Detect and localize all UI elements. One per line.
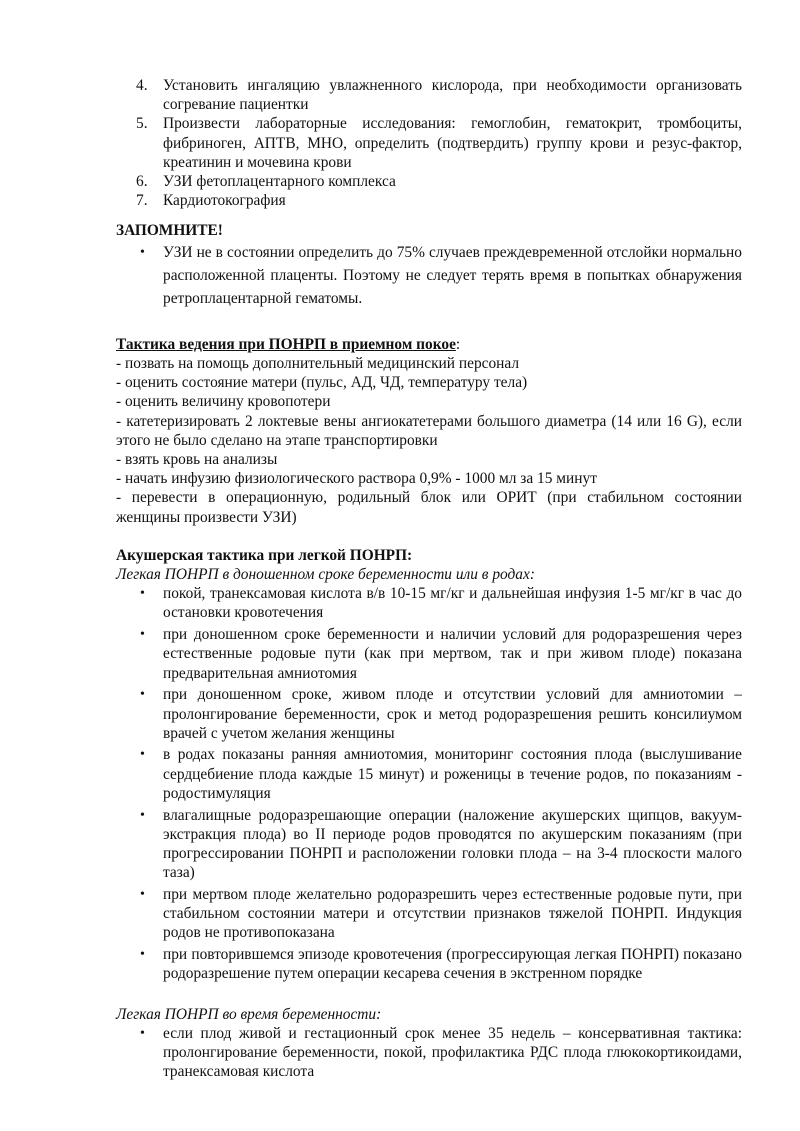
list-item — [116, 241, 742, 311]
list-item-text: УЗИ фетоплацентарного комплекса — [163, 173, 396, 191]
list-item — [116, 625, 742, 683]
list-item-text: УЗИ не в состоянии определить до 75% случаев преждевременной отслойки нормально расположенной плаценты. Поэтому не следует терять время в попытках обнаружения ретроплацентарной гематомы. — [163, 243, 742, 308]
list-item — [116, 584, 742, 622]
list-item: 5. Произвести лабораторные исследования: гемоглобин, гематокрит, тромбоциты, фибриноген, АПТВ, МНО, определить (подтвердить) группу крови и резус-фактор, креатинин и мочевина крови — [136, 115, 742, 171]
numbered-list — [116, 76, 742, 210]
remember-heading: ЗАПОМНИТЕ! — [116, 222, 223, 240]
list-item-text: при доношенном сроке, живом плоде и отсутствии условий для амниотомии – пролонгирование беременности, срок и метод родоразрешения решить консилиумом врачей с учетом желания женщины — [163, 686, 742, 742]
bullet-glyph: • — [140, 1026, 145, 1042]
remember-list — [116, 241, 742, 311]
list-item — [116, 685, 742, 743]
list-item-text: если плод живой и гестационный срок менее 35 недель – консервативная тактика: пролонгирование беременности, покой, профилактика РДС плода глюкокортикоидами, транексамовая кислота — [163, 1025, 742, 1081]
step-line: - взять кровь на анализы — [116, 451, 278, 469]
obstetric-list — [116, 584, 742, 983]
list-item-text: при доношенном сроке беременности и наличии условий для родоразрешения через естественные родовые пути (как при мертвом, так и при живом плоде) показана предварительная амниотомия — [163, 626, 742, 682]
list-item-text: Кардиотокография — [163, 192, 286, 210]
list-item: 7. Кардиотокография — [136, 192, 286, 210]
list-item — [116, 945, 742, 983]
step-line: - оценить состояние матери (пульс, АД, ЧД, температуру тела) — [116, 374, 528, 392]
list-item: 4. Установить ингаляцию увлажненного кислорода, при необходимости организовать согревание пациентки — [136, 77, 742, 114]
list-item-text: при мертвом плоде желательно родоразрешить через естественные родовые пути, при стабильном состоянии матери и отсутствии признаков тяжелой ПОНРП. Индукция родов не противопоказана — [163, 885, 742, 942]
list-item-text: в родах показаны ранняя амниотомия, мониторинг состояния плода (выслушивание сердцебиение плода каждые 15 минут) и роженицы в течение родов, по показаниям - родостимуляция — [163, 746, 742, 802]
obstetric-subheading: Легкая ПОНРП в доношенном сроке беременности или в родах: — [116, 566, 535, 584]
list-item: 6. УЗИ фетоплацентарного комплекса — [136, 173, 396, 191]
list-item — [116, 1024, 742, 1082]
bullet-glyph: • — [140, 586, 145, 602]
document-page — [116, 76, 742, 1082]
list-item-text: Произвести лабораторные исследования: гемоглобин, гематокрит, тромбоциты, фибриноген, АПТВ, МНО, определить (подтвердить) группу крови и резус-фактор, креатинин и мочевина крови — [163, 115, 742, 171]
reception-heading: Тактика ведения при ПОНРП в приемном покое — [116, 335, 456, 353]
list-item — [116, 885, 742, 943]
list-item-text: при повторившемся эпизоде кровотечения (прогрессирующая легкая ПОНРП) показано родоразрешение путем операции кесарева сечения в экстренном порядке — [163, 945, 742, 983]
pregnancy-subheading: Легкая ПОНРП во время беременности: — [116, 1005, 382, 1023]
bullet-glyph: • — [140, 886, 145, 902]
obstetric-heading: Акушерская тактика при легкой ПОНРП: — [116, 546, 413, 564]
step-line: - оценить величину кровопотери — [116, 393, 331, 411]
step-line: - катетеризировать 2 локтевые вены ангиокатетерами большого диаметра (14 или 16 G), если этого не было сделано на этапе транспортировки — [116, 412, 742, 449]
list-item-text: влагалищные родоразрешающие операции (наложение акушерских щипцов, вакуум-экстракция плода) во II периоде родов проводятся по акушерским показаниям (при прогрессировании ПОНРП и расположении головки плода – на 3-4 плоскости малого таза) — [163, 806, 742, 882]
list-item — [116, 745, 742, 803]
bullet-glyph: • — [140, 244, 145, 260]
list-item-text: Установить ингаляцию увлажненного кислорода, при необходимости организовать согревание пациентки — [163, 77, 742, 114]
list-item — [116, 806, 742, 883]
reception-heading-line: Тактика ведения при ПОНРП в приемном покое: — [116, 335, 461, 353]
pregnancy-list — [116, 1024, 742, 1082]
bullet-glyph: • — [140, 946, 145, 962]
bullet-glyph: • — [140, 627, 145, 643]
step-line: - позвать на помощь дополнительный медицинский персонал — [116, 355, 520, 373]
bullet-glyph: • — [140, 687, 145, 703]
step-line: - перевести в операционную, родильный блок или ОРИТ (при стабильном состоянии женщины произвести УЗИ) — [116, 489, 742, 526]
bullet-glyph: • — [140, 807, 145, 823]
list-item-text: покой, транексамовая кислота в/в 10-15 мг/кг и дальнейшая инфузия 1-5 мг/кг в час до остановки кровотечения — [163, 585, 742, 622]
reception-steps — [116, 354, 742, 527]
bullet-glyph: • — [140, 747, 145, 763]
step-line: - начать инфузию физиологического раствора 0,9% - 1000 мл за 15 минут — [116, 470, 597, 488]
